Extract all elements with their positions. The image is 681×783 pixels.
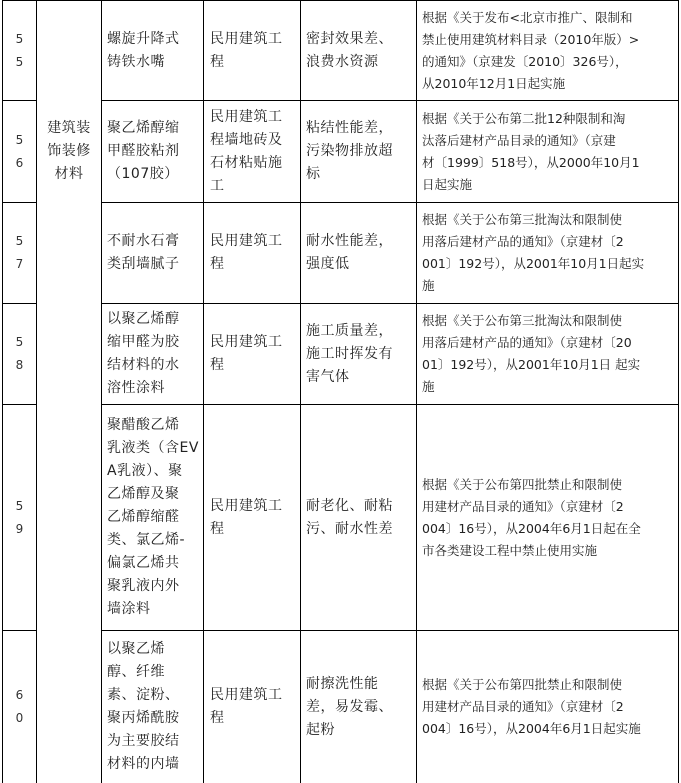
grid-line <box>416 0 417 783</box>
regulation-basis: 根据《关于公布第三批淘汰和限制使 用落后建材产品的通知》（京建材〔2 001〕192号），从2001年10月1日起实 施 <box>422 212 645 293</box>
row-number: 5 8 <box>15 335 24 372</box>
grid-line <box>678 0 679 783</box>
row-number: 5 5 <box>15 31 24 69</box>
restriction-reason: 耐擦洗性能 差，易发霉、 起粉 <box>306 675 393 738</box>
restriction-reason: 密封效果差、 浪费水资源 <box>306 30 393 70</box>
restriction-reason: 耐水性能差， 强度低 <box>306 233 393 272</box>
row-number: 5 9 <box>15 498 24 536</box>
category-label: 建筑装 饰装修 材料 <box>47 120 91 182</box>
grid-line <box>300 0 301 783</box>
product-name: 聚醋酸乙烯 乳液类（含EV A乳液）、聚 乙烯醇及聚 乙烯醇缩醛 类、氯乙烯- 偏氯乙烯共 聚乳液内外 墙涂料 <box>107 417 199 617</box>
row-number: 5 7 <box>15 234 24 271</box>
product-name: 聚乙烯醇缩 甲醛胶粘剂 （107胶） <box>107 120 180 182</box>
row-number: 6 0 <box>15 688 24 725</box>
product-name: 螺旋升降式 铸铁水嘴 <box>107 30 180 70</box>
restriction-reason: 耐老化、耐粘 污、耐水性差 <box>306 497 393 537</box>
regulation-basis: 根据《关于公布第四批禁止和限制使 用建材产品目录的通知》（京建材〔2 004〕16号），从2004年6月1日起在全 市各类建设工程中禁止使用实施 <box>422 476 641 558</box>
application-scope: 民用建筑工 程 <box>210 687 283 726</box>
restriction-reason: 施工质量差， 施工时挥发有 害气体 <box>306 322 393 385</box>
product-name: 以聚乙烯 醇、纤维 素、淀粉、 聚丙烯酰胺 为主要胶结 材料的内墙 <box>107 641 180 772</box>
regulation-basis: 根据《关于公布第二批12种限制和淘 汰落后建材产品目录的通知》（京建 材〔1999〕518号），从2000年10月1 日起实施 <box>422 110 640 192</box>
application-scope: 民用建筑工 程 <box>210 497 283 537</box>
row-number: 5 6 <box>15 132 24 170</box>
product-name: 以聚乙烯醇 缩甲醛为胶 结材料的水 溶性涂料 <box>107 311 180 396</box>
product-name: 不耐水石膏 类刮墙腻子 <box>107 233 180 272</box>
grid-line <box>203 0 204 783</box>
regulation-basis: 根据《关于公布第四批禁止和限制使 用建材产品目录的通知》（京建材〔2 004〕16号），从2004年6月1日起实施 <box>422 677 641 736</box>
application-scope: 民用建筑工 程 <box>210 30 283 70</box>
application-scope: 民用建筑工 程 <box>210 233 283 272</box>
application-scope: 民用建筑工 程 <box>210 334 283 373</box>
regulation-basis: 根据《关于公布第三批淘汰和限制使 用落后建材产品的通知》（京建材〔20 01〕192号），从2001年10月1日 起实 施 <box>422 313 641 394</box>
regulation-basis: 根据《关于发布<北京市推广、限制和 禁止使用建筑材料目录（2010年版）> 的通知》（京建发〔2010〕326号）， 从2010年12月1日起实施 <box>422 9 640 91</box>
grid-line <box>101 0 102 783</box>
application-scope: 民用建筑工 程墙地砖及 石材粘贴施 工 <box>210 108 283 194</box>
restriction-reason: 粘结性能差， 污染物排放超 标 <box>306 120 393 182</box>
